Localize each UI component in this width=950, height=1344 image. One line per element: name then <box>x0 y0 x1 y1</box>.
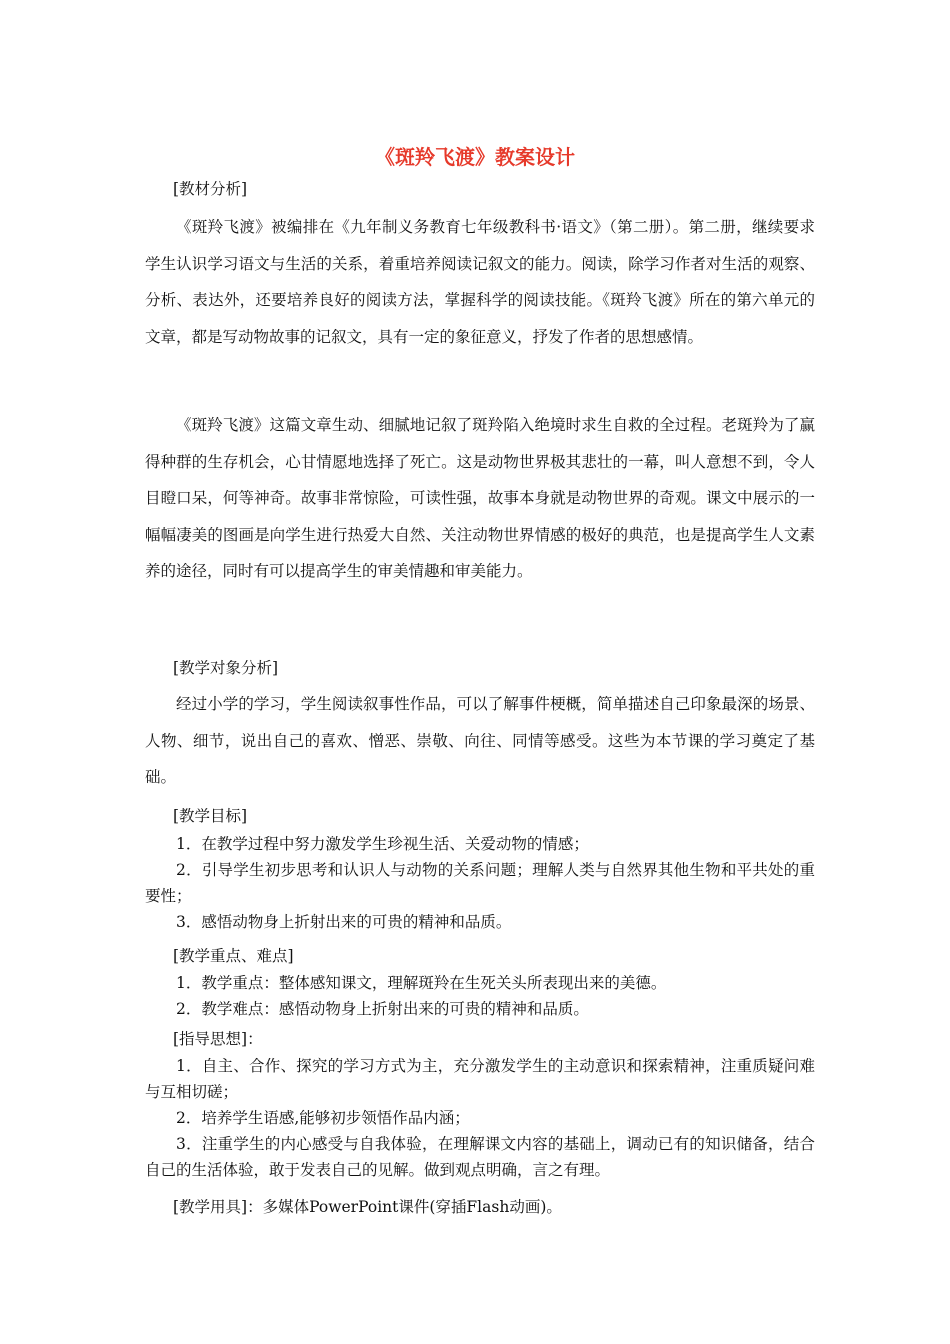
section-heading-textbook-analysis: [教材分析] <box>173 180 248 198</box>
guiding-idea-item-2: 2．培养学生语感,能够初步领悟作品内涵； <box>176 1109 470 1127</box>
student-analysis-paragraph: 经过小学的学习，学生阅读叙事性作品，可以了解事件梗概，简单描述自己印象最深的场景、人物、细节，说出自己的喜欢、憎恶、崇敬、向往、同情等感受。这些为本节课的学习奠定了基础。 <box>145 695 815 786</box>
textbook-analysis-paragraph-2: 《斑羚飞渡》这篇文章生动、细腻地记叙了斑羚陷入绝境时求生自救的全过程。老斑羚为了赢得种群的生存机会，心甘情愿地选择了死亡。这是动物世界极其悲壮的一幕，叫人意想不到，令人目瞪口呆，何等神奇。故事非常惊险，可读性强，故事本身就是动物世界的奇观。课文中展示的一幅幅凄美的图画是向学生进行热爱大自然、关注动物世界情感的极好的典范，也是提高学生人文素养的途径，同时有可以提高学生的审美情趣和审美能力。 <box>145 416 815 580</box>
goal-item-1: 1．在教学过程中努力激发学生珍视生活、关爱动物的情感； <box>176 835 589 853</box>
teaching-tools-line: [教学用具]：多媒体PowerPoint课件(穿插Flash动画)。 <box>173 1198 562 1216</box>
textbook-analysis-paragraph-1: 《斑羚飞渡》被编排在《九年制义务教育七年级教科书·语文》（第二册）。第二册，继续要求学生认识学习语文与生活的关系，着重培养阅读记叙文的能力。阅读，除学习作者对生活的观察、分析、表达外，还要培养良好的阅读方法，掌握科学的阅读技能。《斑羚飞渡》所在的第六单元的文章，都是写动物故事的记叙文，具有一定的象征意义，抒发了作者的思想感情。 <box>145 218 815 346</box>
document-title: 《斑羚飞渡》教案设计 <box>375 145 575 169</box>
goal-item-2: 2．引导学生初步思考和认识人与动物的关系问题；理解人类与自然界其他生物和平共处的重要性； <box>145 861 815 905</box>
key-point-item-2: 2．教学难点：感悟动物身上折射出来的可贵的精神和品质。 <box>176 1000 589 1018</box>
guiding-idea-item-3: 3．注重学生的内心感受与自我体验，在理解课文内容的基础上，调动已有的知识储备，结合自己的生活体验，敢于发表自己的见解。做到观点明确，言之有理。 <box>145 1135 815 1179</box>
key-point-item-1: 1．教学重点：整体感知课文，理解斑羚在生死关头所表现出来的美德。 <box>176 974 667 992</box>
section-heading-key-points: [教学重点、难点] <box>173 947 294 965</box>
section-heading-student-analysis: [教学对象分析] <box>173 659 279 677</box>
guiding-ideas-list <box>145 1053 815 1183</box>
section-heading-guiding-ideas: [指导思想]： <box>173 1030 263 1048</box>
guiding-idea-item-1: 1．自主、合作、探究的学习方式为主，充分激发学生的主动意识和探索精神，注重质疑问难与互相切磋； <box>145 1057 815 1101</box>
goal-item-3: 3．感悟动物身上折射出来的可贵的精神和品质。 <box>176 913 512 931</box>
goals-list <box>145 831 815 935</box>
key-points-list <box>145 970 815 1022</box>
section-heading-goals: [教学目标] <box>173 807 248 825</box>
